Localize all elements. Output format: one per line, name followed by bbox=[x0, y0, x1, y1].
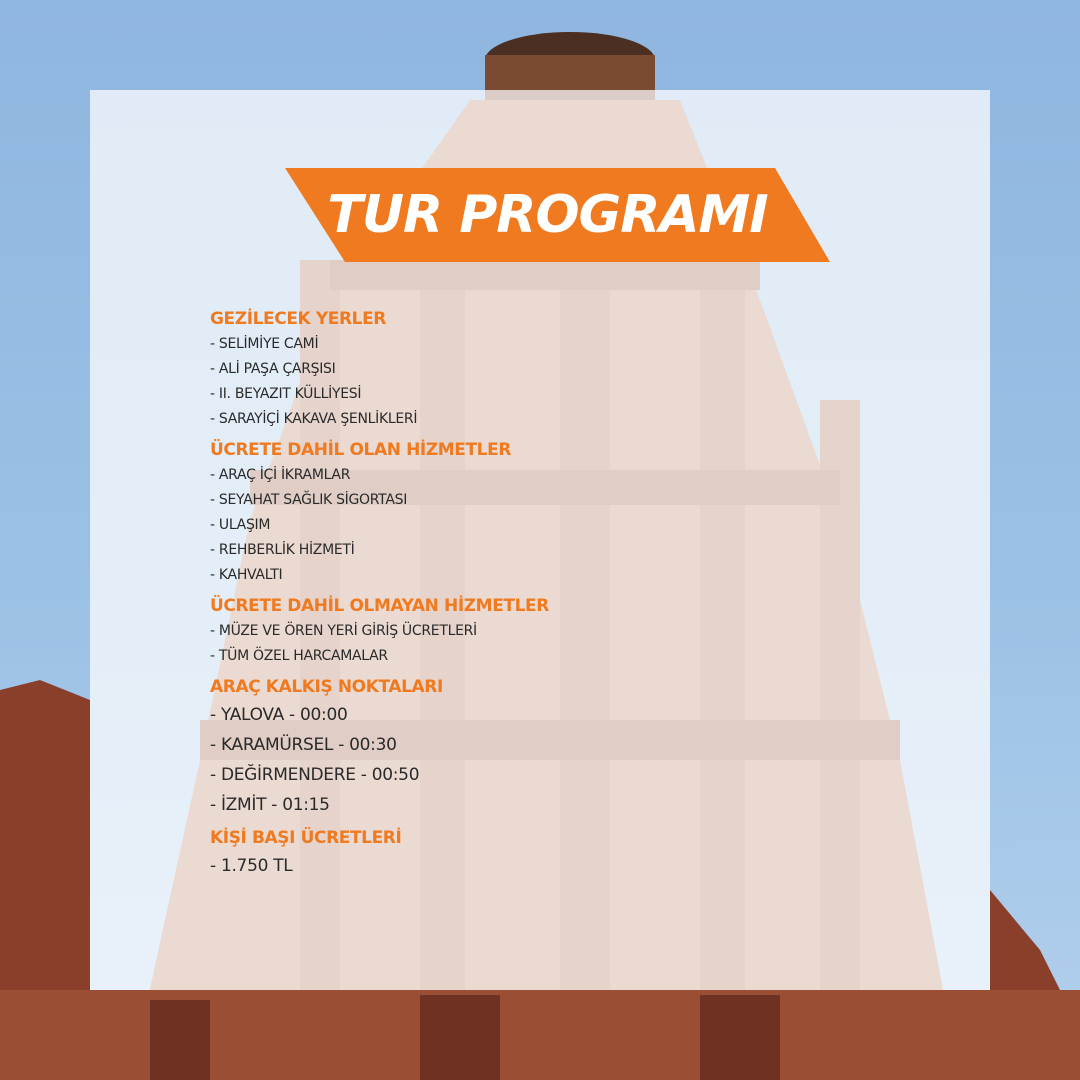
list-item: - SEYAHAT SAĞLIK SİGORTASI bbox=[210, 492, 408, 508]
list-item: - YALOVA - 00:00 bbox=[210, 705, 348, 725]
section-heading-excluded-services: ÜCRETE DAHİL OLMAYAN HİZMETLER bbox=[210, 596, 549, 616]
list-item: - MÜZE VE ÖREN YERİ GİRİŞ ÜCRETLERİ bbox=[210, 623, 477, 639]
list-item: - İZMİT - 01:15 bbox=[210, 795, 330, 815]
list-item: - ULAŞIM bbox=[210, 517, 271, 533]
section-heading-places: GEZİLECEK YERLER bbox=[210, 309, 386, 329]
list-item: - ARAÇ İÇİ İKRAMLAR bbox=[210, 467, 351, 483]
list-item: - DEĞİRMENDERE - 00:50 bbox=[210, 765, 420, 785]
list-item: - SELİMİYE CAMİ bbox=[210, 336, 319, 352]
list-item: - II. BEYAZIT KÜLLİYESİ bbox=[210, 386, 362, 402]
list-item: - KAHVALTI bbox=[210, 567, 283, 583]
section-heading-price-per-person: KİŞİ BAŞI ÜCRETLERİ bbox=[210, 828, 402, 848]
section-heading-departure-points: ARAÇ KALKIŞ NOKTALARI bbox=[210, 677, 443, 697]
tour-program-content bbox=[210, 307, 810, 881]
list-item: - TÜM ÖZEL HARCAMALAR bbox=[210, 648, 388, 664]
title-banner bbox=[285, 168, 830, 262]
list-item: - REHBERLİK HİZMETİ bbox=[210, 542, 355, 558]
list-item: - SARAYİÇİ KAKAVA ŞENLİKLERİ bbox=[210, 411, 418, 427]
list-item: - KARAMÜRSEL - 00:30 bbox=[210, 735, 397, 755]
section-heading-included-services: ÜCRETE DAHİL OLAN HİZMETLER bbox=[210, 440, 512, 460]
page-title: TUR PROGRAMI bbox=[327, 185, 768, 245]
list-item: - 1.750 TL bbox=[210, 856, 293, 876]
list-item: - ALİ PAŞA ÇARŞISI bbox=[210, 361, 336, 377]
